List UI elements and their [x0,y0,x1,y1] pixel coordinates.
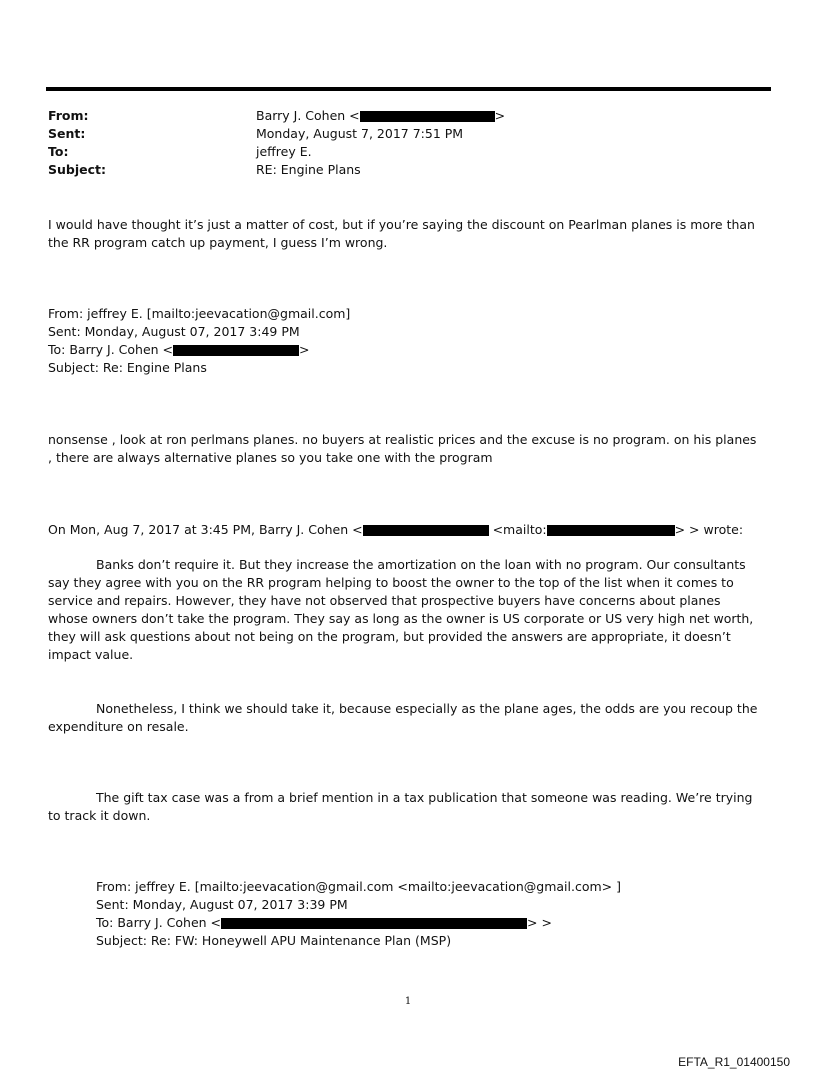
quote2-sent: Sent: Monday, August 07, 2017 3:39 PM [96,897,348,912]
subject-value: RE: Engine Plans [256,162,361,177]
message-body-5 [48,789,763,825]
from-value: Barry J. Cohen < > [256,108,506,123]
page-number: 1 [404,996,412,1007]
message-body-2 [48,431,763,467]
quote2-from: From: jeffrey E. [mailto:jeevacation@gmail.com <mailto:jeevacation@gmail.com> ] [96,879,621,894]
message-text: I would have thought it’s just a matter of cost, but if you’re saying the discount on Pearlman planes is more than the RR program catch up payment, I guess I’m wrong. [48,217,755,250]
message-body-1 [48,216,763,252]
message-text: Banks don’t require it. But they increase the amortization on the loan with no program. Our consultants say they agree with you on the RR program helping to boost the owner to the top of the list when it comes to service and repairs. However, they have not observed that prospective buyers have concerns about planes whose owners don’t take the program. They say as long as the owner is US corporate or US very high net worth, they will ask questions about not being on the program, but provided the answers are appropriate, it doesn’t impact value. [48,557,754,662]
redaction-bar [547,525,675,536]
quoted-wrote-line: On Mon, Aug 7, 2017 at 3:45 PM, Barry J. Cohen < <mailto: > > wrote: [48,522,744,537]
quote1-to: To: Barry J. Cohen < > [48,342,310,357]
quote1-from: From: jeffrey E. [mailto:jeevacation@gmail.com] [48,306,351,321]
to-value: jeffrey E. [256,144,312,159]
message-text: nonsense , look at ron perlmans planes. no buyers at realistic prices and the excuse is no program. on his planes , there are always alternative planes so you take one with the program [48,432,757,465]
sent-label: Sent: [48,126,86,141]
message-text: The gift tax case was a from a brief mention in a tax publication that someone was reading. We’re trying to track it down. [48,790,753,823]
document-id-footer: EFTA_R1_01400150 [678,1055,790,1069]
subject-label: Subject: [48,162,106,177]
sent-value: Monday, August 7, 2017 7:51 PM [256,126,464,141]
redaction-bar [221,918,527,929]
from-label: From: [48,108,89,123]
redaction-bar [173,345,299,356]
redaction-bar [360,111,495,122]
message-text: Nonetheless, I think we should take it, because especially as the plane ages, the odds are you recoup the expenditure on resale. [48,701,758,734]
quote2-subject: Subject: Re: FW: Honeywell APU Maintenance Plan (MSP) [96,933,452,948]
message-body-3 [48,556,763,664]
header-divider [46,87,771,91]
redaction-bar [363,525,489,536]
message-body-4 [48,700,763,736]
quote1-subject: Subject: Re: Engine Plans [48,360,207,375]
to-label: To: [48,144,69,159]
quote2-to: To: Barry J. Cohen < > > [96,915,552,930]
quote1-sent: Sent: Monday, August 07, 2017 3:49 PM [48,324,300,339]
